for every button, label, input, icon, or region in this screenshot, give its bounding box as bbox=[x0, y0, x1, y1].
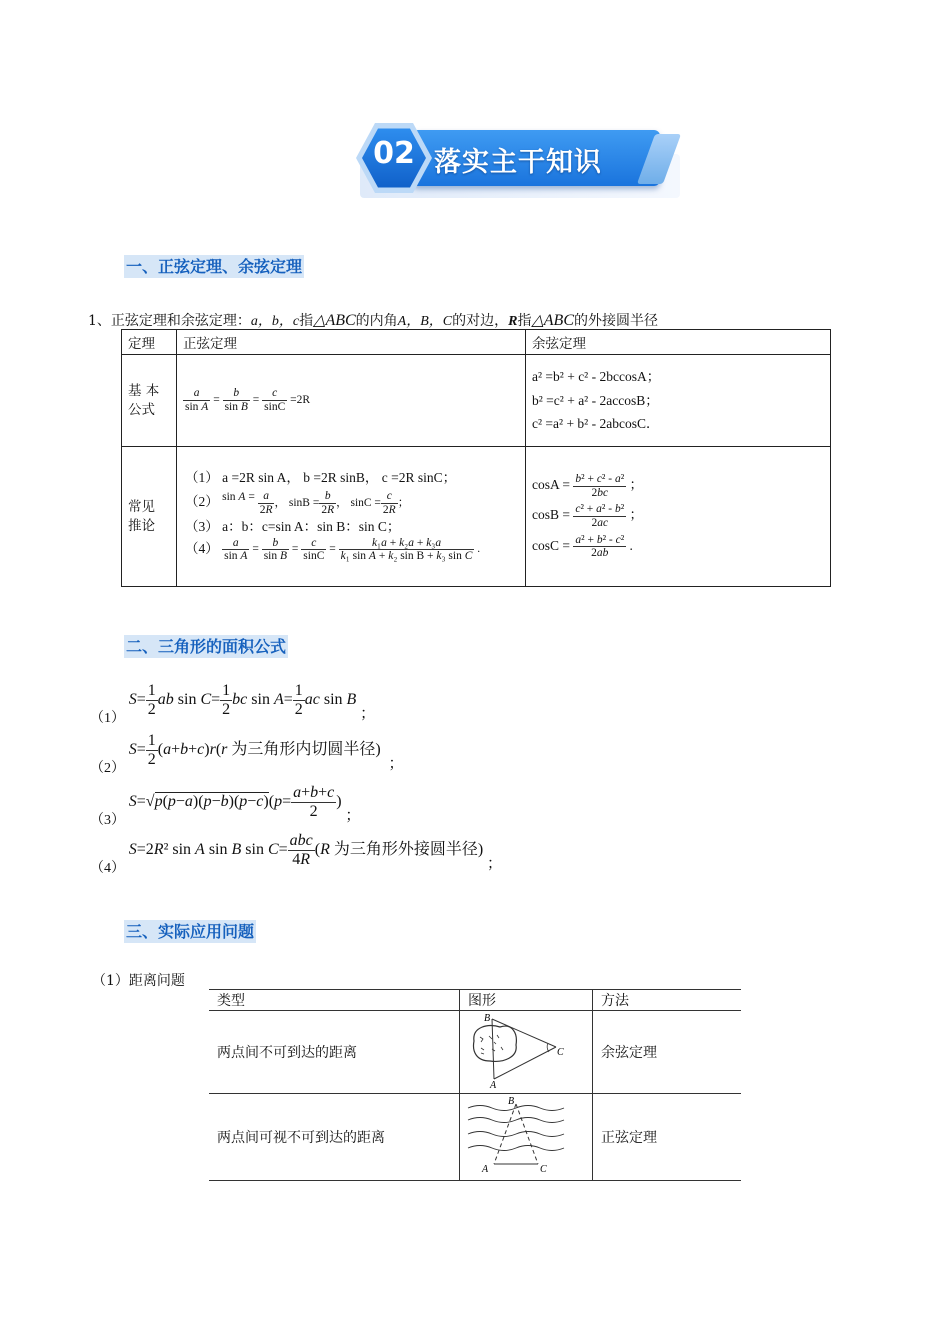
label-A: A bbox=[490, 1080, 497, 1089]
row2-type: 两点间可视不可到达的距离 bbox=[217, 1130, 385, 1146]
sine-corollaries: （1） a =2R sin A， b =2R sinB， c =2R sinC； （2） sin A = $\frac{a}{2R}$ ， sinB = $\frac{b}{2R}$ ， sinC = $\frac{c}{2R}$ ； （3） a：b：c=sin A：sin B：sin C； （4） $\frac{a}{\text{sin A}}$ = $\frac{b}{\text{sin B}}$ = $\frac{c}{\sin C}$ = $\frac{\text{k₁a + k₂a + k₃a}}{\text{k₁ sin A + k₂ sin B + k₃ sin C}}$ . bbox=[177, 447, 526, 587]
area-formula-1: （1） S= $\frac{1}{2}$ ab sin C= $\frac{1}{2}$ bc sin A= $\frac{1}{2}$ ac sin B ； bbox=[90, 682, 376, 726]
label-B2: B bbox=[508, 1096, 515, 1107]
th-cosine-law: 余弦定理 bbox=[526, 330, 831, 355]
river-diagram bbox=[460, 1094, 576, 1176]
label-C: C bbox=[557, 1047, 564, 1058]
section-banner bbox=[350, 118, 690, 200]
row-corollary-label: 常见 推论 bbox=[122, 447, 177, 587]
label-A2: A bbox=[482, 1164, 489, 1175]
label-C2: C bbox=[540, 1164, 547, 1175]
area-formula-2: （2） S= $\frac{1}{2}$ (a+b+c)r(r 为三角形内切圆半径) ； bbox=[90, 732, 404, 776]
area-formula-3: （3） S=√p(p−a)(p−b)(p−c)(p= $\frac{a+b+c}{2}$ ) ； bbox=[90, 784, 361, 828]
row2-method: 正弦定理 bbox=[601, 1130, 657, 1146]
section3-heading: 三、实际应用问题 bbox=[126, 922, 255, 941]
distance-subheading: （1）距离问题 bbox=[92, 973, 185, 989]
row1-method: 余弦定理 bbox=[601, 1045, 657, 1061]
th-type: 类型 bbox=[217, 993, 245, 1009]
banner-number-badge bbox=[356, 120, 432, 196]
row1-type: 两点间不可到达的距离 bbox=[217, 1045, 357, 1061]
section1-heading: 一、正弦定理、余弦定理 bbox=[126, 257, 303, 276]
figure-inaccessible bbox=[460, 1011, 593, 1094]
section2-heading: 二、三角形的面积公式 bbox=[126, 637, 287, 656]
theorem-table bbox=[121, 329, 831, 587]
cosine-corollaries: cosA = $\frac{\text{b² + c² - a²}}{2bc}$ ； cosB = $\frac{\text{c² + a² - b²}}{2ac}$ ； cosC = $\frac{\text{a² + b² - c²}}{2ab}$ . bbox=[526, 447, 831, 587]
lake-diagram bbox=[460, 1011, 576, 1089]
sine-law-formula: $\frac{a}{\text{sin A}}$ = $\frac{b}{\text{sin B}}$ = $\frac{c}{\sin C}$ =2R bbox=[177, 355, 526, 447]
banner-number: 02 bbox=[373, 136, 415, 171]
th-method: 方法 bbox=[601, 993, 629, 1009]
cosine-law-formulas: a² =b² + c² - 2bccosA； b² =c² + a² - 2accosB； c² =a² + b² - 2abcosC． bbox=[526, 355, 831, 447]
row-basic-label: 基 本 公式 bbox=[122, 355, 177, 447]
section1-intro: 1、正弦定理和余弦定理：a，b，c指△ABC的内角A，B，C的对边，R指△ABC的外接圆半径 bbox=[88, 312, 658, 329]
th-theorem: 定理 bbox=[122, 330, 177, 355]
th-figure: 图形 bbox=[460, 990, 593, 1011]
label-B: B bbox=[484, 1013, 491, 1024]
figure-visible bbox=[460, 1094, 593, 1181]
th-sine-law: 正弦定理 bbox=[177, 330, 526, 355]
distance-table bbox=[209, 989, 741, 1181]
banner-title: 落实主干知识 bbox=[434, 147, 602, 178]
area-formula-4: （4） S=2R² sin A sin B sin C= $\frac{\text{abc}}{4R}$ (R 为三角形外接圆半径) ； bbox=[90, 832, 502, 876]
